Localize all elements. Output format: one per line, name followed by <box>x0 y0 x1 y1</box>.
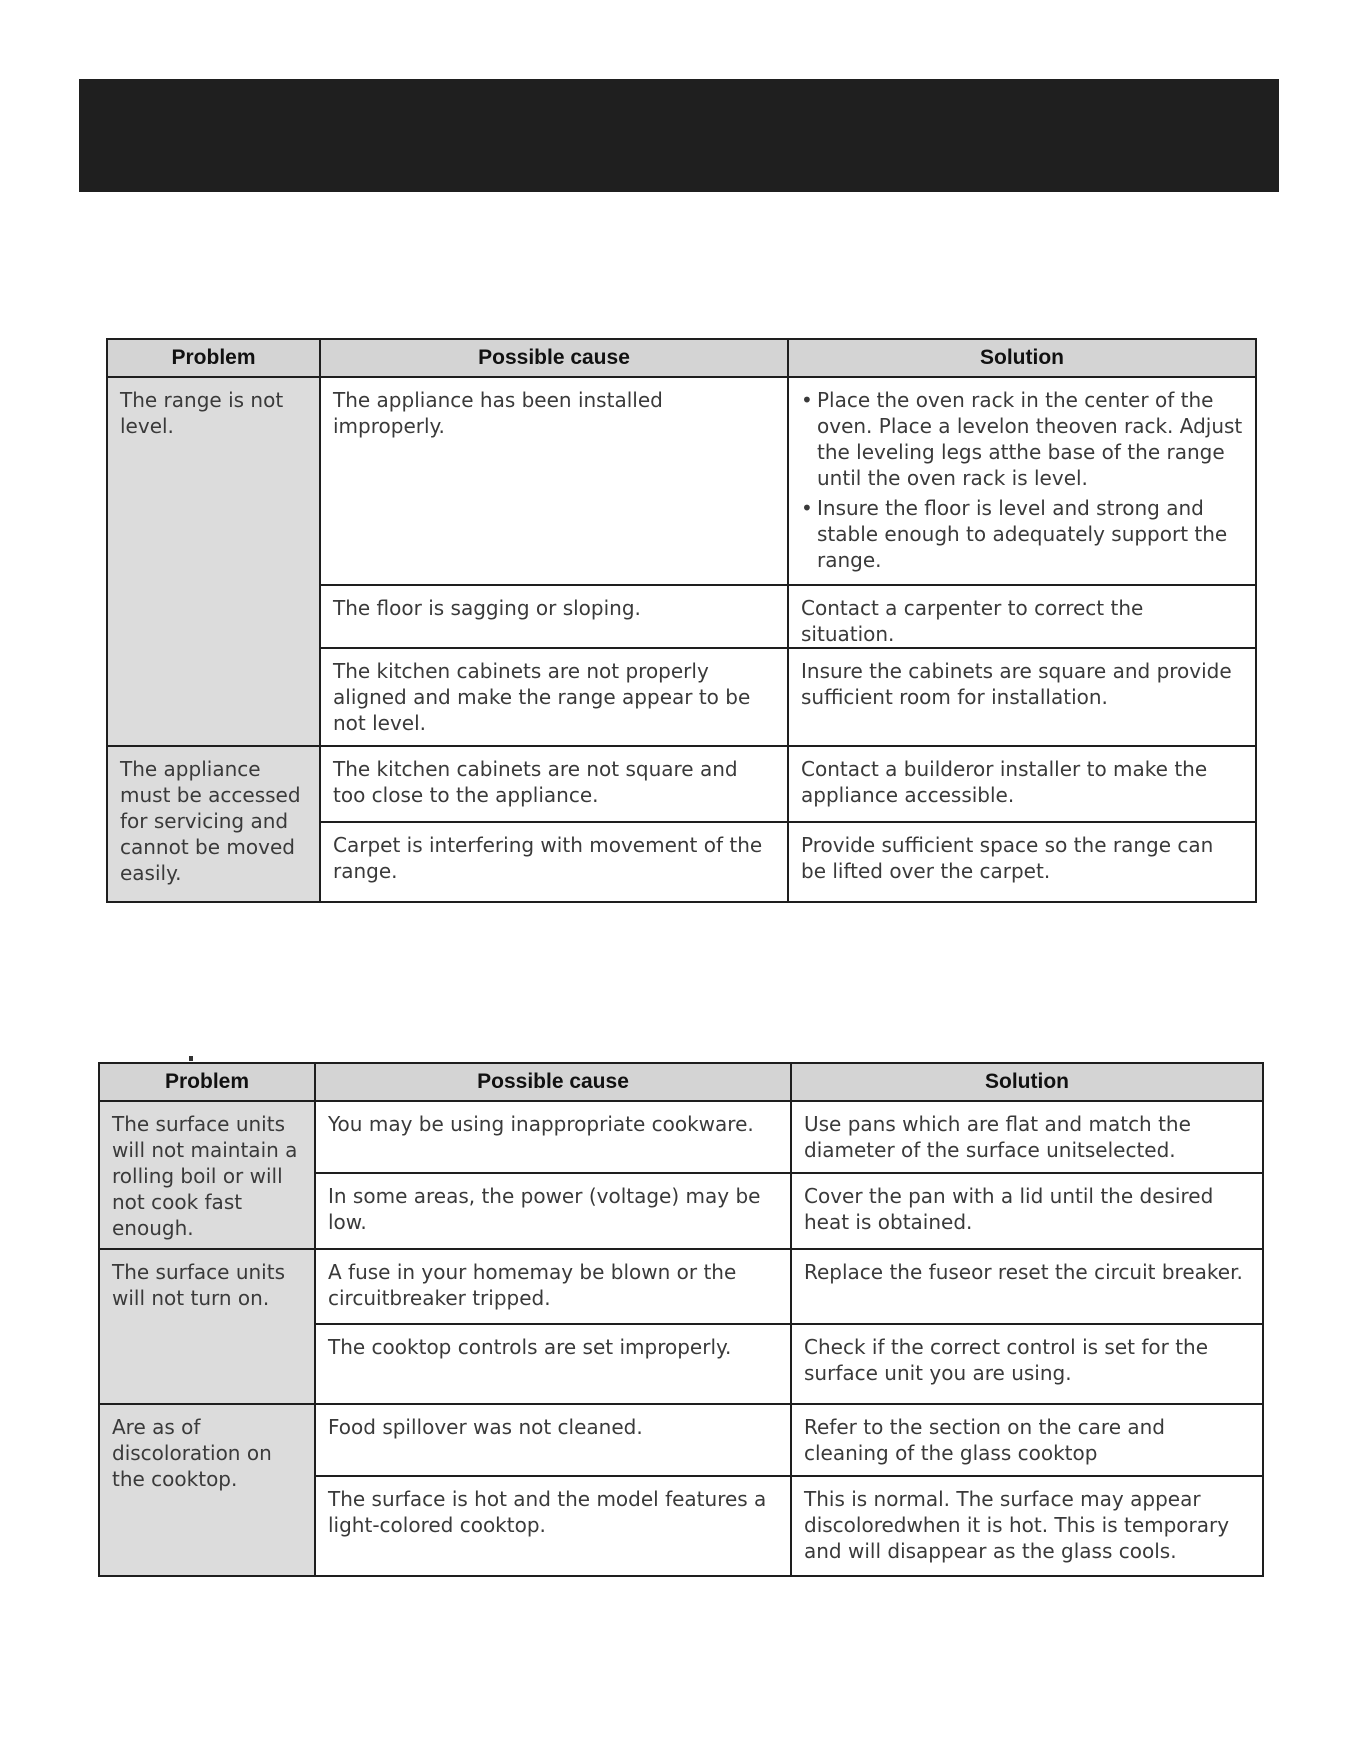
solution-bullet: • Insure the floor is level and strong and stable enough to adequately support the range. <box>801 495 1243 573</box>
header-possible-cause: Possible cause <box>315 1063 791 1101</box>
header-problem: Problem <box>99 1063 315 1101</box>
header-band <box>79 79 1279 192</box>
troubleshooting-table-installation <box>106 338 1257 903</box>
solution-cell: Contact a carpenter to correct the situation. <box>788 585 1256 648</box>
cause-cell: The kitchen cabinets are not square and too close to the appliance. <box>320 746 788 822</box>
table-row <box>99 1249 1263 1324</box>
problem-cell: Are as of discoloration on the cooktop. <box>99 1404 315 1576</box>
cause-cell: The surface is hot and the model features a light-colored cooktop. <box>315 1476 791 1576</box>
cause-cell: Carpet is interfering with movement of the range. <box>320 822 788 902</box>
troubleshooting-table-cooktop <box>98 1062 1264 1577</box>
cause-cell: In some areas, the power (voltage) may be low. <box>315 1173 791 1249</box>
problem-cell: The surface units will not turn on. <box>99 1249 315 1404</box>
header-problem: Problem <box>107 339 320 377</box>
header-solution: Solution <box>791 1063 1263 1101</box>
solution-cell: Insure the cabinets are square and provide sufficient room for installation. <box>788 648 1256 746</box>
cause-cell: You may be using inappropriate cookware. <box>315 1101 791 1173</box>
solution-cell: Replace the fuseor reset the circuit breaker. <box>791 1249 1263 1324</box>
cause-cell: The kitchen cabinets are not properly aligned and make the range appear to be not level. <box>320 648 788 746</box>
solution-bullet-list <box>801 387 1243 573</box>
solution-cell: Refer to the section on the care and cleaning of the glass cooktop <box>791 1404 1263 1476</box>
cause-cell: The appliance has been installed improperly. <box>320 377 788 585</box>
table-row <box>107 377 1256 585</box>
problem-cell: The appliance must be accessed for servicing and cannot be moved easily. <box>107 746 320 902</box>
solution-bullet: • Place the oven rack in the center of the oven. Place a levelon theoven rack. Adjust the leveling legs atthe base of the range until the oven rack is level. <box>801 387 1243 491</box>
solution-cell: This is normal. The surface may appear discoloredwhen it is hot. This is temporary and will disappear as the glass cools. <box>791 1476 1263 1576</box>
solution-cell: Use pans which are flat and match the diameter of the surface unitselected. <box>791 1101 1263 1173</box>
solution-cell: Cover the pan with a lid until the desired heat is obtained. <box>791 1173 1263 1249</box>
stray-mark <box>189 1056 193 1061</box>
table-row <box>99 1101 1263 1173</box>
solution-cell: Provide sufficient space so the range can be lifted over the carpet. <box>788 822 1256 902</box>
cause-cell: The cooktop controls are set improperly. <box>315 1324 791 1404</box>
cause-cell: The floor is sagging or sloping. <box>320 585 788 648</box>
cause-cell: A fuse in your homemay be blown or the circuitbreaker tripped. <box>315 1249 791 1324</box>
header-solution: Solution <box>788 339 1256 377</box>
cause-cell: Food spillover was not cleaned. <box>315 1404 791 1476</box>
problem-cell: The surface units will not maintain a rolling boil or will not cook fast enough. <box>99 1101 315 1249</box>
table-row <box>107 746 1256 822</box>
header-possible-cause: Possible cause <box>320 339 788 377</box>
solution-cell: Contact a builderor installer to make the appliance accessible. <box>788 746 1256 822</box>
solution-cell: Check if the correct control is set for the surface unit you are using. <box>791 1324 1263 1404</box>
problem-cell: The range is not level. <box>107 377 320 746</box>
table-row <box>99 1404 1263 1476</box>
solution-cell <box>788 377 1256 585</box>
